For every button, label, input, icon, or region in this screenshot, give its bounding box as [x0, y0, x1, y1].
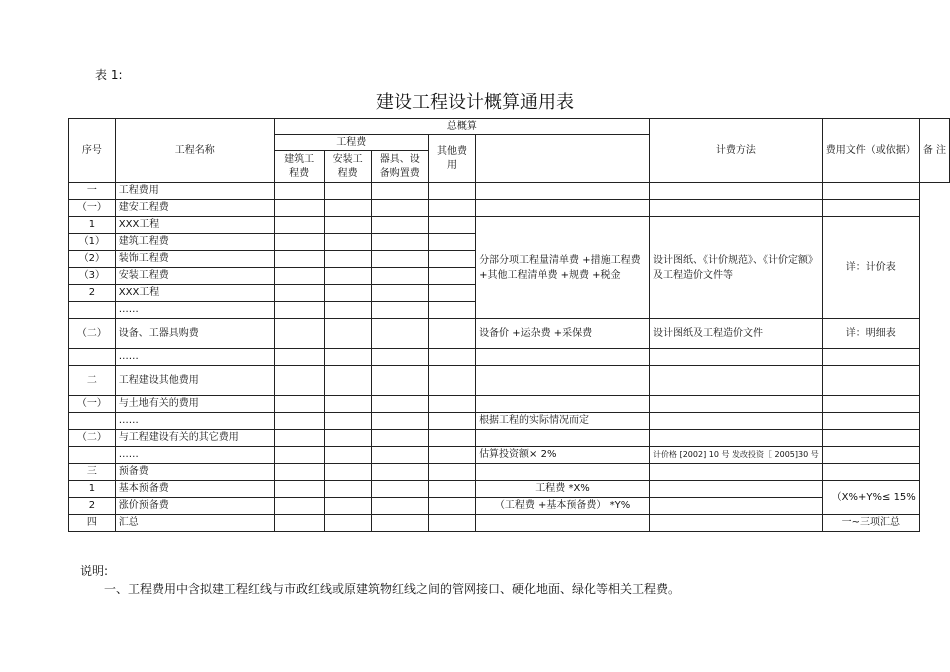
- cell-fee: [428, 413, 475, 430]
- cell-fee: [428, 366, 475, 396]
- cell-method: [476, 396, 650, 413]
- cell-remark: [822, 464, 919, 481]
- table-row: [69, 183, 950, 200]
- cell-fee: [371, 268, 428, 285]
- cell-name: 预备费: [115, 464, 274, 481]
- cell-fee: [428, 396, 475, 413]
- cell-method: 根据工程的实际情况而定: [476, 413, 650, 430]
- cell-fee: [324, 447, 371, 464]
- table-row: [69, 430, 950, 447]
- cell-docs: [650, 183, 823, 200]
- cell-fee: [274, 183, 324, 200]
- cell-name: 基本预备费: [115, 481, 274, 498]
- cell-fee: [274, 430, 324, 447]
- cell-fee: [324, 234, 371, 251]
- cell-fee: [324, 217, 371, 234]
- cell-fee: [324, 319, 371, 349]
- header-eng-fee: 工程费: [274, 135, 428, 151]
- cell-name: 建安工程费: [115, 200, 274, 217]
- table-row: [69, 515, 950, 532]
- cell-name: XXX工程: [115, 285, 274, 302]
- cell-fee: [274, 268, 324, 285]
- cell-fee: [428, 268, 475, 285]
- cell-fee: [371, 396, 428, 413]
- cell-remark: [822, 413, 919, 430]
- cell-remark: [822, 183, 919, 200]
- header-other-fee: 其他费 用: [428, 135, 475, 183]
- cell-docs: 设计图纸及工程造价文件: [650, 319, 823, 349]
- cell-name: 涨价预备费: [115, 498, 274, 515]
- cell-seq: 三: [69, 464, 116, 481]
- cell-docs: [650, 366, 823, 396]
- cell-seq: （一）: [69, 396, 116, 413]
- table-row: [69, 498, 950, 515]
- cell-fee: [274, 302, 324, 319]
- cell-fee: [274, 217, 324, 234]
- cell-fee: [371, 234, 428, 251]
- cell-fee: [274, 396, 324, 413]
- cell-fee: [371, 217, 428, 234]
- cell-fee: [324, 464, 371, 481]
- table-row: [69, 217, 950, 234]
- cell-fee: [324, 268, 371, 285]
- cell-name: 建筑工程费: [115, 234, 274, 251]
- cell-fee: [324, 349, 371, 366]
- cell-fee: [274, 413, 324, 430]
- cell-fee: [371, 481, 428, 498]
- cell-fee: [274, 464, 324, 481]
- table-row: [69, 319, 950, 349]
- estimate-table: [68, 118, 950, 532]
- header-total: 总概算: [274, 119, 649, 135]
- table-row: [69, 413, 950, 430]
- cell-fee: [274, 349, 324, 366]
- cell-fee: [428, 200, 475, 217]
- header-remark: 备 注: [919, 119, 949, 183]
- cell-method: 设备价 +运杂费 +采保费: [476, 319, 650, 349]
- cell-seq: 2: [69, 285, 116, 302]
- table-row: [69, 366, 950, 396]
- cell-method: [476, 200, 650, 217]
- cell-fee: [274, 234, 324, 251]
- header-construction: 建筑工 程费: [274, 151, 324, 183]
- cell-seq: （一）: [69, 200, 116, 217]
- cell-seq: [69, 349, 116, 366]
- cell-seq: 1: [69, 481, 116, 498]
- cell-name: 汇总: [115, 515, 274, 532]
- cell-fee: [428, 285, 475, 302]
- cell-fee: [324, 498, 371, 515]
- cell-fee: [428, 464, 475, 481]
- cell-seq: （二）: [69, 430, 116, 447]
- cell-method: [476, 366, 650, 396]
- cell-fee: [371, 285, 428, 302]
- cell-fee: [371, 498, 428, 515]
- cell-remark: （X%+Y%≤ 15%: [822, 481, 919, 515]
- cell-docs: [650, 481, 823, 498]
- cell-fee: [371, 515, 428, 532]
- cell-fee: [324, 366, 371, 396]
- cell-name: 与工程建设有关的其它费用: [115, 430, 274, 447]
- cell-docs: [650, 413, 823, 430]
- cell-seq: 一: [69, 183, 116, 200]
- cell-fee: [371, 183, 428, 200]
- cell-fee: [428, 481, 475, 498]
- cell-name: 与土地有关的费用: [115, 396, 274, 413]
- cell-remark: [822, 200, 919, 217]
- cell-remark: 一~三项汇总: [822, 515, 919, 532]
- cell-fee: [428, 319, 475, 349]
- cell-fee: [371, 200, 428, 217]
- cell-remark: [822, 430, 919, 447]
- table-row: [69, 200, 950, 217]
- cell-fee: [324, 285, 371, 302]
- cell-name: ……: [115, 413, 274, 430]
- cell-fee: [371, 349, 428, 366]
- cell-remark: [822, 349, 919, 366]
- notes-line-1: 一、工程费用中含拟建工程红线与市政红线或原建筑物红线之间的管网接口、硬化地面、绿化等相关工程费。: [104, 582, 681, 596]
- cell-fee: [324, 515, 371, 532]
- cell-name: ……: [115, 302, 274, 319]
- cell-docs: [650, 498, 823, 515]
- cell-fee: [274, 481, 324, 498]
- cell-docs: [650, 515, 823, 532]
- cell-fee: [371, 366, 428, 396]
- header-equipment: 器具、设 备购置费: [371, 151, 428, 183]
- cell-fee: [428, 234, 475, 251]
- cell-seq: [69, 413, 116, 430]
- cell-fee: [324, 413, 371, 430]
- cell-fee: [274, 366, 324, 396]
- cell-remark: 详：明细表: [822, 319, 919, 349]
- cell-method: （工程费 +基本预备费） *Y%: [476, 498, 650, 515]
- table-label: 表 1:: [95, 68, 123, 82]
- cell-method: 估算投资额× 2%: [476, 447, 650, 464]
- cell-name: 装饰工程费: [115, 251, 274, 268]
- cell-fee: [428, 217, 475, 234]
- cell-seq: （1）: [69, 234, 116, 251]
- cell-docs: [650, 200, 823, 217]
- cell-docs: 计价格 [2002] 10 号 发改投资［ 2005]30 号: [650, 447, 823, 464]
- cell-docs: [650, 464, 823, 481]
- cell-fee: [324, 200, 371, 217]
- cell-fee: [274, 498, 324, 515]
- cell-fee: [371, 251, 428, 268]
- cell-seq: 2: [69, 498, 116, 515]
- cell-seq: （二）: [69, 319, 116, 349]
- cell-seq: （2）: [69, 251, 116, 268]
- table-row: [69, 447, 950, 464]
- cell-fee: [324, 396, 371, 413]
- cell-docs: [650, 349, 823, 366]
- cell-method: [476, 349, 650, 366]
- table-row: [69, 481, 950, 498]
- cell-name: 工程费用: [115, 183, 274, 200]
- cell-fee: [428, 515, 475, 532]
- cell-fee: [428, 302, 475, 319]
- table-row: [69, 119, 950, 135]
- cell-seq: 1: [69, 217, 116, 234]
- cell-name: ……: [115, 349, 274, 366]
- cell-remark: [822, 447, 919, 464]
- cell-fee: [274, 515, 324, 532]
- header-method: 计费方法: [650, 119, 823, 183]
- table-row: [69, 464, 950, 481]
- cell-seq: （3）: [69, 268, 116, 285]
- cell-fee: [324, 302, 371, 319]
- page-title: 建设工程设计概算通用表: [376, 92, 574, 113]
- cell-remark: [822, 396, 919, 413]
- cell-fee: [428, 349, 475, 366]
- cell-fee: [274, 200, 324, 217]
- cell-fee: [274, 319, 324, 349]
- cell-fee: [428, 251, 475, 268]
- cell-seq: [69, 302, 116, 319]
- cell-fee: [371, 302, 428, 319]
- cell-fee: [371, 464, 428, 481]
- cell-fee: [371, 319, 428, 349]
- header-seq: 序号: [69, 119, 116, 183]
- cell-fee: [371, 413, 428, 430]
- cell-seq: 四: [69, 515, 116, 532]
- cell-name: ……: [115, 447, 274, 464]
- header-installation: 安装工 程费: [324, 151, 371, 183]
- cell-fee: [428, 430, 475, 447]
- cell-remark: [822, 366, 919, 396]
- cell-method: 分部分项工程量清单费 +措施工程费+其他工程清单费 +规费 +税金: [476, 217, 650, 319]
- cell-docs: 设计图纸、《计价规范》、《计价定额》及工程造价文件等: [650, 217, 823, 319]
- cell-fee: [371, 430, 428, 447]
- cell-method: 工程费 *X%: [476, 481, 650, 498]
- cell-name: 工程建设其他费用: [115, 366, 274, 396]
- cell-method: [476, 515, 650, 532]
- cell-fee: [428, 183, 475, 200]
- cell-fee: [371, 447, 428, 464]
- cell-fee: [324, 251, 371, 268]
- cell-method: [476, 464, 650, 481]
- cell-docs: [650, 430, 823, 447]
- cell-fee: [428, 498, 475, 515]
- cell-name: XXX工程: [115, 217, 274, 234]
- cell-method: [476, 183, 650, 200]
- cell-fee: [324, 430, 371, 447]
- cell-seq: 二: [69, 366, 116, 396]
- cell-fee: [428, 447, 475, 464]
- cell-fee: [324, 183, 371, 200]
- cell-fee: [274, 285, 324, 302]
- cell-docs: [650, 396, 823, 413]
- cell-name: 设备、工器具购费: [115, 319, 274, 349]
- header-docs: 费用文件（或依据）: [822, 119, 919, 183]
- cell-remark: 详：计价表: [822, 217, 919, 319]
- cell-fee: [274, 447, 324, 464]
- table-row: [69, 349, 950, 366]
- notes-label: 说明:: [80, 564, 109, 578]
- cell-method: [476, 430, 650, 447]
- cell-name: 安装工程费: [115, 268, 274, 285]
- cell-fee: [324, 481, 371, 498]
- cell-seq: [69, 447, 116, 464]
- table-row: [69, 396, 950, 413]
- header-name: 工程名称: [115, 119, 274, 183]
- cell-fee: [274, 251, 324, 268]
